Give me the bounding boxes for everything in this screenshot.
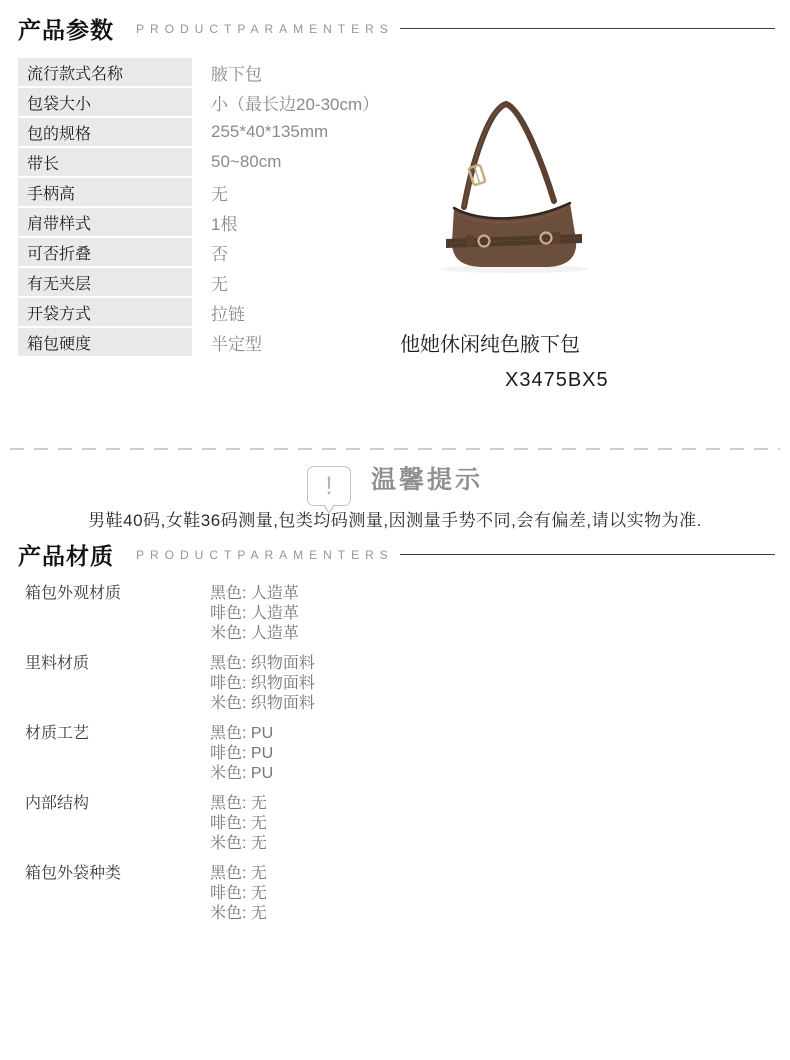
parameter-value: 50~80cm: [211, 152, 282, 171]
section-header-materials: [18, 538, 775, 571]
table-row: [18, 58, 398, 86]
material-values: [210, 864, 267, 924]
parameter-value: 1根: [211, 214, 238, 234]
material-values: [210, 724, 273, 784]
parameter-label: 有无夹层: [18, 268, 192, 296]
parameter-value: 拉链: [211, 304, 245, 324]
section-subtitle-materials: PRODUCTPARAMENTERS: [136, 547, 394, 562]
table-row: [18, 148, 398, 176]
parameter-value: 255*40*135mm: [211, 122, 329, 141]
header-rule: [400, 554, 775, 555]
section-subtitle-parameters: PRODUCTPARAMENTERS: [136, 21, 394, 36]
parameter-value: 小（最长边20-30cm）: [211, 94, 380, 114]
material-value-line: 米色: 无: [210, 835, 267, 852]
parameter-label: 肩带样式: [18, 208, 192, 236]
material-value-line: 黑色: 人造革: [210, 585, 299, 602]
material-value-line: 米色: 织物面料: [210, 695, 315, 712]
material-row: [25, 724, 625, 784]
material-label: 材质工艺: [25, 725, 90, 742]
material-value-line: 啡色: 无: [210, 815, 267, 832]
product-image: [400, 76, 660, 288]
parameter-value: 无: [211, 184, 228, 204]
exclamation-icon: [307, 466, 351, 506]
parameter-value: 无: [211, 274, 228, 294]
material-value-line: 啡色: 织物面料: [210, 675, 315, 692]
material-row: [25, 654, 625, 714]
table-row: [18, 208, 398, 236]
material-value-line: 黑色: 无: [210, 865, 267, 882]
material-label: 里料材质: [25, 655, 90, 672]
section-header-parameters: [18, 12, 775, 45]
material-value-line: 啡色: 人造革: [210, 605, 299, 622]
parameter-value: 否: [211, 244, 228, 264]
parameter-label: 箱包硬度: [18, 328, 192, 356]
parameter-label: 开袋方式: [18, 298, 192, 326]
materials-list: [25, 584, 625, 934]
parameter-label: 包的规格: [18, 118, 192, 146]
material-value-line: 米色: 人造革: [210, 625, 299, 642]
parameter-label: 带长: [18, 148, 192, 176]
table-row: [18, 88, 398, 116]
table-row: [18, 178, 398, 206]
material-values: [210, 794, 267, 854]
product-name: 他她休闲纯色腋下包: [400, 334, 580, 356]
material-label: 箱包外观材质: [25, 585, 122, 602]
bag-strap-highlight: [464, 104, 506, 207]
material-value-line: 米色: PU: [210, 765, 274, 782]
handbag-illustration: [400, 76, 660, 288]
section-title-parameters: 产品参数: [18, 17, 114, 43]
bag-strap: [464, 104, 554, 207]
table-row: [18, 238, 398, 266]
material-values: [210, 654, 315, 714]
material-label: 箱包外袋种类: [25, 865, 122, 882]
header-rule: [400, 28, 775, 29]
parameter-value: 腋下包: [211, 64, 262, 84]
notice-title: 温馨提示: [370, 466, 483, 494]
table-row: [18, 298, 398, 326]
parameter-label: 手柄高: [18, 178, 192, 206]
material-values: [210, 584, 299, 644]
material-row: [25, 794, 625, 854]
material-row: [25, 864, 625, 924]
material-value-line: 黑色: 无: [210, 795, 267, 812]
product-model: X3475BX5: [505, 369, 609, 391]
parameter-label: 可否折叠: [18, 238, 192, 266]
parameter-label: 流行款式名称: [18, 58, 192, 86]
parameter-value: 半定型: [211, 334, 262, 354]
material-value-line: 黑色: 织物面料: [210, 655, 315, 672]
material-value-line: 黑色: PU: [210, 725, 274, 742]
material-value-line: 啡色: PU: [210, 745, 274, 762]
exclamation-glyph: !: [325, 471, 333, 500]
material-value-line: 米色: 无: [210, 905, 267, 922]
material-row: [25, 584, 625, 644]
notice-header: [0, 460, 790, 506]
table-row: [18, 328, 398, 356]
notice-text: 男鞋40码,女鞋36码测量,包类均码测量,因测量手势不同,会有偏差,请以实物为准.: [88, 511, 702, 530]
material-label: 内部结构: [25, 795, 90, 812]
section-title-materials: 产品材质: [18, 543, 114, 569]
table-row: [18, 118, 398, 146]
dashed-divider: [10, 448, 780, 450]
parameter-label: 包袋大小: [18, 88, 192, 116]
parameters-table: [18, 58, 398, 358]
table-row: [18, 268, 398, 296]
material-value-line: 啡色: 无: [210, 885, 267, 902]
